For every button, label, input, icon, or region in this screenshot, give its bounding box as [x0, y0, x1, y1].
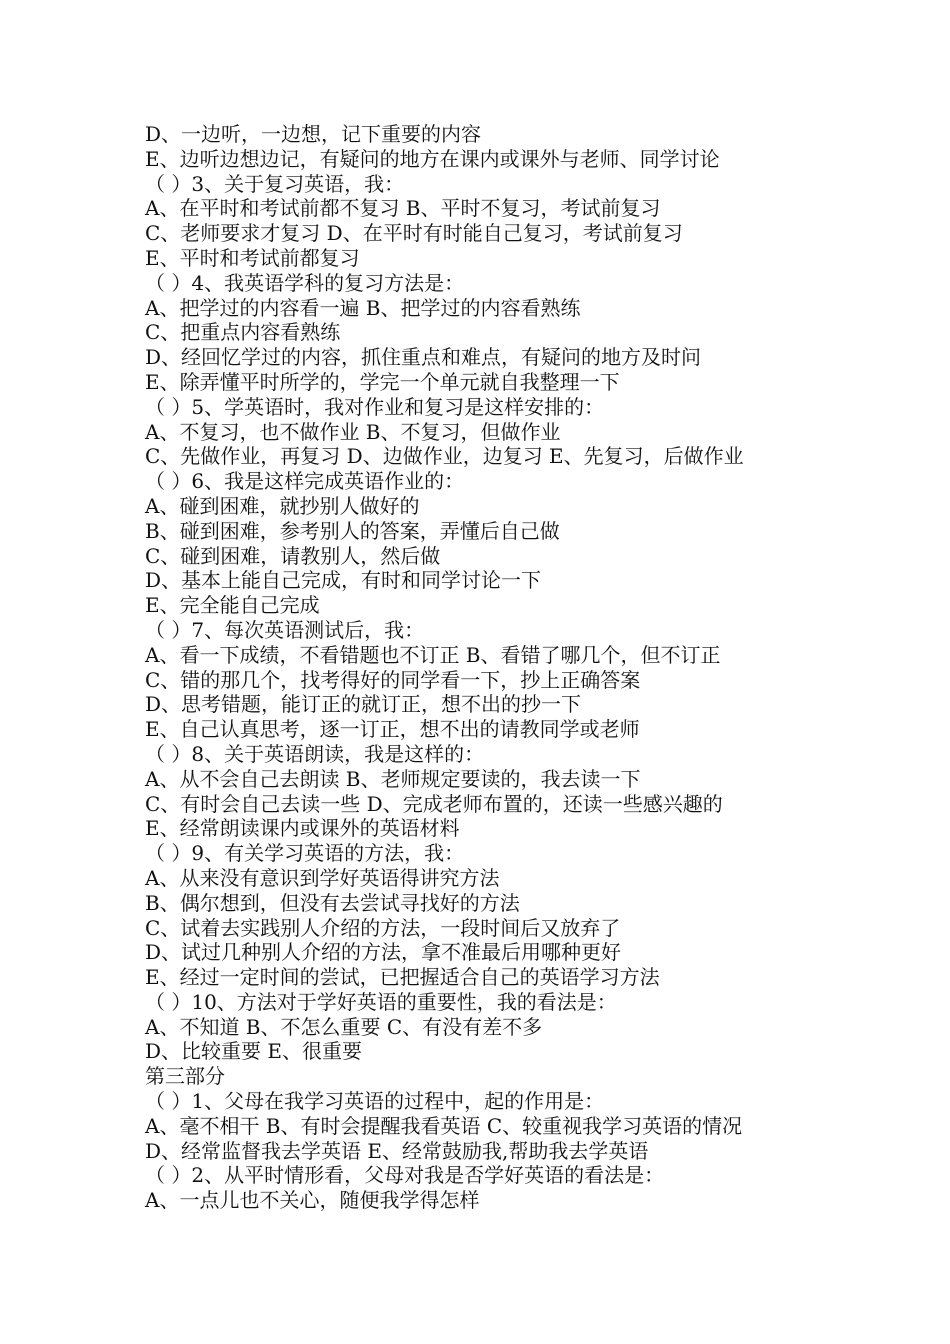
option-line: B、碰到困难，参考别人的答案，弄懂后自己做 [145, 518, 560, 543]
questionnaire-text [145, 122, 845, 1213]
question-line: （ ）7、每次英语测试后，我： [145, 617, 425, 642]
option-line: A、碰到困难，就抄别人做好的 [145, 493, 420, 518]
option-line: C、试着去实践别人介绍的方法，一段时间后又放弃了 [145, 915, 621, 940]
option-line: D、经常监督我去学英语 E、经常鼓励我,帮助我去学英语 [145, 1138, 649, 1163]
option-line: C、把重点内容看熟练 [145, 320, 341, 345]
option-line: E、平时和考试前都复习 [145, 245, 360, 270]
question-line: （ ）3、关于复习英语，我： [145, 171, 405, 196]
question-line: （ ）5、学英语时，我对作业和复习是这样安排的： [145, 394, 605, 419]
option-line: A、不知道 B、不怎么重要 C、有没有差不多 [145, 1014, 543, 1039]
text-line: E、边听边想边记，有疑问的地方在课内或课外与老师、同学讨论 [145, 146, 720, 171]
question-line: （ ）4、我英语学科的复习方法是： [145, 270, 465, 295]
text-line: D、一边听，一边想，记下重要的内容 [145, 122, 482, 146]
option-line: C、错的那几个，找考得好的同学看一下，抄上正确答案 [145, 667, 641, 692]
option-line: C、碰到困难，请教别人，然后做 [145, 543, 441, 568]
option-line: A、从不会自己去朗读 B、老师规定要读的，我去读一下 [145, 766, 641, 791]
option-line: E、经过一定时间的尝试，已把握适合自己的英语学习方法 [145, 965, 660, 990]
question-line: （ ）6、我是这样完成英语作业的： [145, 469, 465, 494]
option-line: A、毫不相干 B、有时会提醒我看英语 C、较重视我学习英语的情况 [145, 1113, 743, 1138]
option-line: D、基本上能自己完成，有时和同学讨论一下 [145, 568, 542, 593]
option-line: A、把学过的内容看一遍 B、把学过的内容看熟练 [145, 295, 581, 320]
option-line: A、不复习，也不做作业 B、不复习，但做作业 [145, 419, 561, 444]
question-line: （ ）10、方法对于学好英语的重要性，我的看法是： [145, 989, 617, 1014]
option-line: C、先做作业，再复习 D、边做作业，边复习 E、先复习，后做作业 [145, 444, 744, 469]
option-line: C、有时会自己去读一些 D、完成老师布置的，还读一些感兴趣的 [145, 791, 723, 816]
option-line: C、老师要求才复习 D、在平时有时能自己复习，考试前复习 [145, 221, 683, 246]
option-line: E、自己认真思考，逐一订正，想不出的请教同学或老师 [145, 717, 640, 742]
option-line: B、偶尔想到，但没有去尝试寻找好的方法 [145, 890, 520, 915]
option-line: D、思考错题，能订正的就订正，想不出的抄一下 [145, 692, 582, 717]
option-line: A、在平时和考试前都不复习 B、平时不复习，考试前复习 [145, 196, 661, 221]
option-line: A、从来没有意识到学好英语得讲究方法 [145, 865, 500, 890]
option-line: A、看一下成绩，不看错题也不订正 B、看错了哪几个，但不订正 [145, 642, 721, 667]
question-line: （ ）2、从平时情形看，父母对我是否学好英语的看法是： [145, 1163, 665, 1188]
option-line: E、经常朗读课内或课外的英语材料 [145, 816, 460, 841]
option-line: D、比较重要 E、很重要 [145, 1039, 362, 1064]
option-line: D、经回忆学过的内容，抓住重点和难点，有疑问的地方及时问 [145, 345, 702, 370]
option-line: E、完全能自己完成 [145, 593, 320, 618]
question-line: （ ）1、父母在我学习英语的过程中，起的作用是： [145, 1089, 605, 1114]
option-line: D、试过几种别人介绍的方法，拿不准最后用哪种更好 [145, 940, 622, 965]
option-line: A、一点儿也不关心，随便我学得怎样 [145, 1188, 480, 1213]
section-heading: 第三部分 [145, 1064, 225, 1089]
question-line: （ ）8、关于英语朗读，我是这样的： [145, 741, 485, 766]
question-line: （ ）9、有关学习英语的方法，我： [145, 841, 465, 866]
option-line: E、除弄懂平时所学的，学完一个单元就自我整理一下 [145, 369, 620, 394]
